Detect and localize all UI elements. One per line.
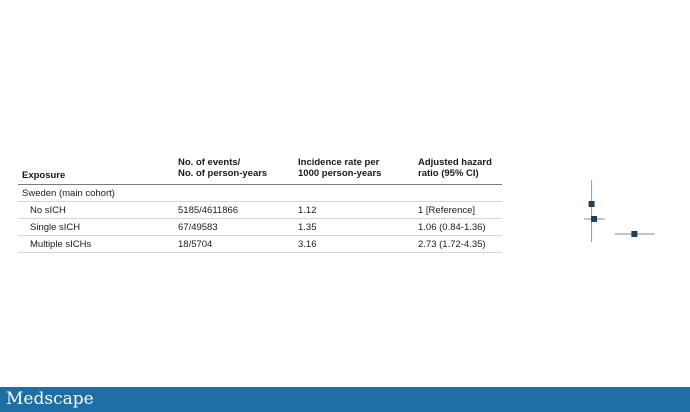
header-incidence-line2: 1000 person-years — [298, 168, 382, 179]
row-events: 67/49583 — [178, 222, 218, 233]
table-row — [18, 236, 502, 253]
table-row — [18, 202, 502, 219]
header-hazard-line1: Adjusted hazard — [418, 157, 492, 168]
row-rate: 1.12 — [298, 205, 317, 216]
estimate-marker — [591, 216, 597, 222]
header-hazard-line2: ratio (95% CI) — [418, 168, 479, 179]
header-events — [178, 157, 267, 179]
estimate-marker — [631, 231, 637, 237]
row-events: 5185/4611866 — [178, 205, 239, 216]
row-exposure: No sICH — [30, 205, 66, 216]
header-exposure: Exposure — [22, 170, 66, 181]
row-exposure: Multiple sICHs — [30, 239, 92, 250]
header-events-line2: No. of person-years — [178, 168, 268, 179]
group-label: Sweden (main cohort) — [22, 188, 115, 199]
row-hazard-ratio: 1 [Reference] — [418, 205, 476, 216]
row-hazard-ratio: 2.73 (1.72-4.35) — [418, 239, 486, 250]
header-events-line1: No. of events/ — [178, 157, 241, 168]
group-row — [18, 185, 502, 202]
results-table — [18, 156, 502, 253]
brand-logo: Medscape — [6, 389, 94, 409]
table-row — [18, 219, 502, 236]
forest-plot — [560, 176, 670, 246]
row-rate: 3.16 — [298, 239, 317, 250]
row-hazard-ratio: 1.06 (0.84-1.36) — [418, 222, 486, 233]
row-rate: 1.35 — [298, 222, 317, 233]
row-events: 18/5704 — [178, 239, 213, 250]
header-hazard — [418, 157, 492, 179]
footer-bar — [0, 387, 690, 412]
table-header-row — [18, 156, 502, 185]
estimate-marker — [589, 201, 595, 207]
header-incidence-line1: Incidence rate per — [298, 157, 380, 168]
row-exposure: Single sICH — [30, 222, 81, 233]
header-incidence — [298, 157, 381, 179]
